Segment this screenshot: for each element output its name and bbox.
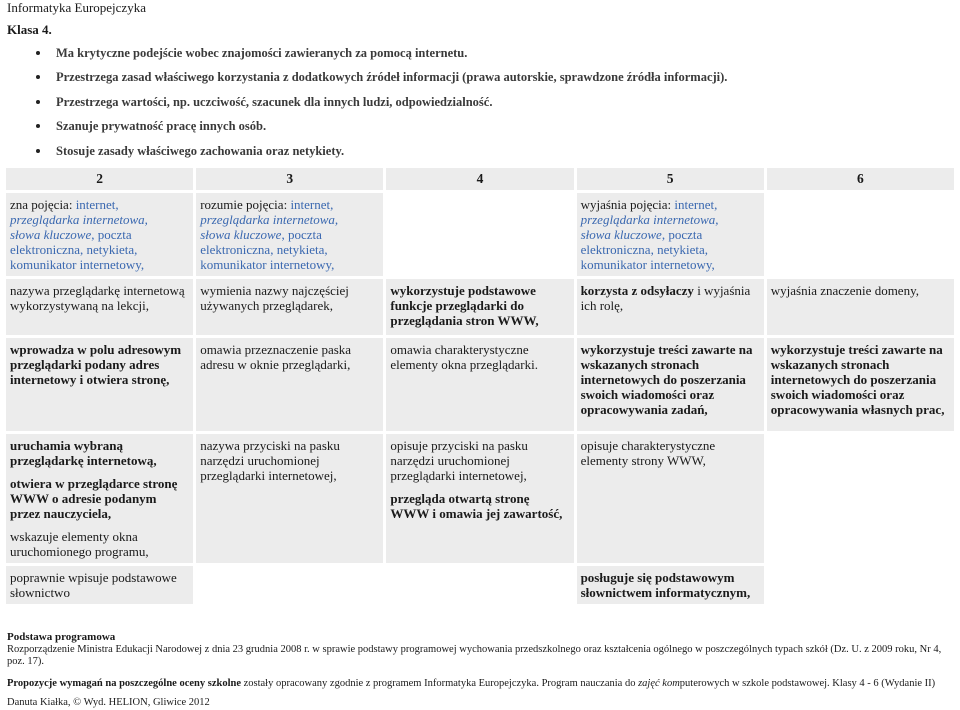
- proposal-text: puterowych w szkole podstawowej. Klasy 4 - 6 (Wydanie II): [679, 678, 936, 689]
- cell-lead-text: rozumie pojęcia:: [200, 197, 288, 212]
- goal-text: Ma krytyczne podejście wobec znajomości zawieranych za pomocą internetu.: [56, 46, 468, 60]
- grade-header: 3: [196, 168, 383, 190]
- cell-text: i wyjaśnia ich rolę,: [580, 283, 751, 313]
- table-cell: wyjaśnia znaczenie domeny,: [767, 279, 954, 335]
- table-cell: wykorzystuje treści zawarte na wskazanych stronach internetowych do poszerzania swoich wiadomości oraz opracowywania zadań,: [577, 338, 764, 431]
- table-cell: [386, 434, 573, 563]
- goal-text: Przestrzega wartości, np. uczciwość, szacunek dla innych ludzi, odpowiedzialność.: [56, 94, 493, 109]
- term-text: , poczta elektroniczna, netykieta, komunikator internetowy,: [10, 227, 145, 272]
- grade-header: 6: [767, 168, 954, 190]
- author-note: Danuta Kiałka, © Wyd. HELION, Gliwice 2012: [7, 697, 210, 708]
- table-cell: [6, 434, 193, 563]
- basis-heading: Podstawa programowa: [7, 631, 116, 643]
- table-cell-empty: [767, 566, 954, 604]
- cell-lead-text: zna pojęcia:: [10, 197, 73, 212]
- table-cell: opisuje charakterystyczne elementy strony WWW,: [577, 434, 764, 563]
- proposal-italic: zajęć kom: [638, 678, 680, 689]
- table-cell: [6, 193, 193, 276]
- bullet-icon: [36, 100, 40, 104]
- grade-header: 5: [577, 168, 764, 190]
- proposal-text: zostały opracowany zgodnie z programem Informatyka Europejczyka. Program nauczania do: [240, 678, 639, 689]
- table-cell: [577, 279, 764, 335]
- bullet-icon: [36, 149, 40, 153]
- goal-item: [36, 93, 727, 117]
- table-cell-empty: [767, 434, 954, 563]
- class-label: Klasa 4.: [7, 22, 52, 37]
- table-cell-empty: [196, 566, 383, 604]
- basis-text: Rozporządzenie Ministra Edukacji Narodowej z dnia 23 grudnia 2008 r. w sprawie podstawy programowej wychowania przedszkolnego oraz kształcenia ogólnego w poszczególnych typach szkół (Dz. U. z 2009 roku, Nr 4, poz. 17).: [7, 644, 942, 667]
- cell-bold-text: przegląda otwartą stronę WWW i omawia jej zawartość,: [390, 491, 563, 521]
- table-cell: omawia przeznaczenie paska adresu w oknie przeglądarki,: [196, 338, 383, 431]
- table-cell: poprawnie wpisuje podstawowe słownictwo: [6, 566, 193, 604]
- table-cell: nazywa przyciski na pasku narzędzi uruchomionej przeglądarki internetowej,: [196, 434, 383, 563]
- term-text: przeglądarka internetowa,: [10, 212, 148, 227]
- goal-item: [36, 142, 727, 166]
- bullet-icon: [36, 75, 40, 79]
- table-cell-empty: [767, 193, 954, 276]
- goal-text: Przestrzega zasad właściwego korzystania z dodatkowych źródeł informacji (prawa autorskie, sprawdzone źródła informacji).: [56, 70, 728, 85]
- grade-header: 4: [386, 168, 573, 190]
- requirements-table: [3, 165, 957, 607]
- cell-text: opisuje przyciski na pasku narzędzi uruchomionej przeglądarki internetowej,: [390, 438, 528, 483]
- bullet-icon: [36, 124, 40, 128]
- term-text: internet,: [287, 197, 334, 212]
- table-cell: wprowadza w polu adresowym przeglądarki podany adres internetowy i otwiera stronę,: [6, 338, 193, 431]
- table-cell-empty: [386, 193, 573, 276]
- term-text: przeglądarka internetowa,: [580, 212, 719, 227]
- proposal-bold: Propozycje wymagań na poszczególne oceny szkolne: [7, 678, 241, 689]
- cell-bold-text: uruchamia wybraną przeglądarkę internetową,: [10, 438, 157, 468]
- cell-text: wskazuje elementy okna uruchomionego programu,: [10, 529, 149, 559]
- term-text: internet,: [671, 197, 718, 212]
- table-cell: posługuje się podstawowym słownictwem informatycznym,: [577, 566, 764, 604]
- table-row: [6, 279, 954, 335]
- table-cell: nazywa przeglądarkę internetową wykorzystywaną na lekcji,: [6, 279, 193, 335]
- cell-bold-text: otwiera w przeglądarce stronę WWW o adresie podanym przez nauczyciela,: [10, 476, 178, 521]
- table-cell: omawia charakterystyczne elementy okna przeglądarki.: [386, 338, 573, 431]
- table-cell: wykorzystuje treści zawarte na wskazanych stronach internetowych do poszerzania swoich wiadomości oraz opracowywania własnych prac,: [767, 338, 954, 431]
- grade-header: 2: [6, 168, 193, 190]
- table-row: [6, 338, 954, 431]
- cell-bold-text: korzysta z odsyłaczy: [580, 283, 694, 298]
- term-text: internet,: [72, 197, 119, 212]
- cell-lead-text: wyjaśnia pojęcia:: [580, 197, 672, 212]
- table-row: [6, 193, 954, 276]
- goal-item: [36, 68, 727, 92]
- goals-list: [36, 44, 727, 166]
- table-cell: [577, 193, 764, 276]
- term-text: słowa kluczowe: [200, 227, 282, 242]
- table-row: [6, 434, 954, 563]
- term-text: przeglądarka internetowa,: [200, 212, 339, 227]
- goal-item: [36, 117, 727, 141]
- proposal-note: [7, 678, 957, 690]
- goal-item: [36, 44, 727, 68]
- grade-header-row: [6, 168, 954, 190]
- term-text: , poczta elektroniczna, netykieta, komunikator internetowy,: [200, 227, 335, 272]
- document-title: Informatyka Europejczyka: [7, 0, 146, 15]
- table-cell-empty: [386, 566, 573, 604]
- term-text: , poczta elektroniczna, netykieta, komunikator internetowy,: [580, 227, 715, 272]
- bullet-icon: [36, 51, 40, 55]
- term-text: słowa kluczowe: [10, 227, 92, 242]
- table-row: [6, 566, 954, 604]
- goal-text: Stosuje zasady właściwego zachowania oraz netykiety.: [56, 143, 345, 158]
- table-cell: wykorzystuje podstawowe funkcje przeglądarki do przeglądania stron WWW,: [386, 279, 573, 335]
- table-cell: [196, 193, 383, 276]
- term-text: słowa kluczowe: [580, 227, 662, 242]
- table-cell: wymienia nazwy najczęściej używanych przeglądarek,: [196, 279, 383, 335]
- goal-text: Szanuje prywatność pracę innych osób.: [56, 119, 267, 134]
